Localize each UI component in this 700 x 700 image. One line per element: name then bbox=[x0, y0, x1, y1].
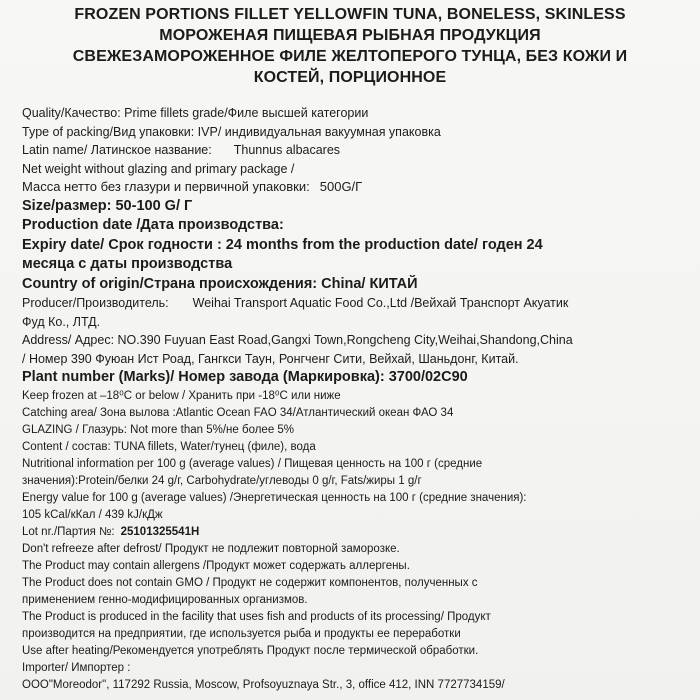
net-weight-english-line: Net weight without glazing and primary package / bbox=[22, 161, 295, 176]
producer-line-cont: Фуд Ко., ЛТД. bbox=[22, 314, 101, 329]
energy-line-2: 105 kCal/кКал / 439 kJ/кДж bbox=[22, 508, 163, 521]
latin-name-value: Thunnus albacares bbox=[233, 143, 341, 157]
producer-value: Weihai Transport Aquatic Food Co.,Ltd /Вейхай Транспорт Акуатик bbox=[192, 296, 569, 310]
net-weight-value: 500G/Г bbox=[319, 179, 363, 194]
gmo-line-1: The Product does not contain GMO / Продукт не содержит компонентов, полученных с bbox=[22, 576, 478, 589]
country-of-origin-line: Country of origin/Страна происхождения: China/ КИТАЙ bbox=[22, 275, 418, 292]
address-line-1: Address/ Адрес: NO.390 Fuyuan East Road,Gangxi Town,Rongcheng City,Weihai,Shandong,China bbox=[22, 333, 573, 347]
producer-line bbox=[22, 294, 694, 313]
net-weight-label: Масса нетто без глазури и первичной упаковки: bbox=[22, 179, 310, 194]
title-line-russian-category: МОРОЖЕНАЯ ПИЩЕВАЯ РЫБНАЯ ПРОДУКЦИЯ bbox=[159, 27, 541, 44]
lot-number-label: Lot nr./Партия №: bbox=[22, 525, 115, 538]
size-line: Size/размер: 50-100 G/ Г bbox=[22, 197, 193, 214]
facility-line-1: The Product is produced in the facility that uses fish and products of its processing/ Продукт bbox=[22, 610, 491, 623]
glazing-line: GLAZING / Глазурь: Not more than 5%/не более 5% bbox=[22, 423, 295, 436]
expiry-line-1: Expiry date/ Срок годности : 24 months from the production date/ годен 24 bbox=[22, 236, 543, 253]
title-line-russian-product: СВЕЖЕЗАМОРОЖЕННОЕ ФИЛЕ ЖЕЛТОПЕРОГО ТУНЦА, БЕЗ КОЖИ И bbox=[72, 48, 628, 65]
heating-line: Use after heating/Рекомендуется употреблять Продукт после термической обработки. bbox=[22, 644, 479, 657]
energy-line-1: Energy value for 100 g (average values) /Энергетическая ценность на 100 г (средние значения): bbox=[22, 491, 527, 504]
title-line-english: FROZEN PORTIONS FILLET YELLOWFIN TUNA, BONELESS, SKINLESS bbox=[74, 6, 626, 23]
importer-line: OOO"Moreodor", 117292 Russia, Moscow, Profsoyuznaya Str., 3, office 412, INN 7727734159/ bbox=[22, 678, 505, 691]
production-date-line: Production date /Дата производства: bbox=[22, 217, 284, 233]
allergens-line: The Product may contain allergens /Продукт может содержать аллергены. bbox=[22, 559, 410, 572]
importer-label-line: Importer/ Импортер : bbox=[22, 661, 131, 674]
lot-number-value: 25101325541H bbox=[120, 525, 200, 538]
facility-line-2: производится на предприятии, где используется рыба и продукты ее переработки bbox=[22, 627, 461, 640]
latin-name-label: Latin name/ Латинское название: bbox=[22, 143, 212, 157]
keep-frozen-line: Keep frozen at –18⁰C or below / Хранить при -18⁰С или ниже bbox=[22, 389, 341, 402]
packing-line: Type of packing/Вид упаковки: IVP/ индивидуальная вакуумная упаковка bbox=[22, 124, 441, 139]
quality-line: Quality/Качество: Prime fillets grade/Филе высшей категории bbox=[22, 106, 369, 120]
catching-area-line: Catching area/ Зона вылова :Atlantic Ocean FAO 34/Атлантический океан ФАО 34 bbox=[22, 406, 454, 419]
address-line-2: / Номер 390 Фуюан Ист Роад, Гангкси Таун, Ронгченг Сити, Вейхай, Шаньдонг, Китай. bbox=[22, 351, 519, 366]
title-line-russian-product-cont: КОСТЕЙ, ПОРЦИОННОЕ bbox=[253, 69, 447, 86]
expiry-line-2: месяца с даты производства bbox=[22, 256, 233, 272]
label-body bbox=[22, 104, 694, 694]
plant-number-line: Plant number (Marks)/ Номер завода (Маркировка): 3700/02C90 bbox=[22, 369, 468, 385]
product-title bbox=[0, 4, 700, 88]
net-weight-russian-line bbox=[22, 178, 694, 197]
content-line: Content / состав: TUNA fillets, Water/тунец (филе), вода bbox=[22, 440, 316, 453]
nutrition-line-1: Nutritional information per 100 g (average values) / Пищевая ценность на 100 г (средние bbox=[22, 457, 483, 470]
lot-number-line bbox=[22, 524, 694, 541]
nutrition-line-2: значения):Protein/белки 24 g/г, Carbohydrate/углеводы 0 g/г, Fats/жиры 1 g/г bbox=[22, 474, 422, 487]
refreeze-line: Don't refreeze after defrost/ Продукт не подлежит повторной заморозке. bbox=[22, 542, 400, 555]
latin-name-line bbox=[22, 141, 694, 160]
producer-label: Producer/Производитель: bbox=[22, 296, 169, 310]
gmo-line-2: применением генно-модифицированных организмов. bbox=[22, 593, 308, 606]
